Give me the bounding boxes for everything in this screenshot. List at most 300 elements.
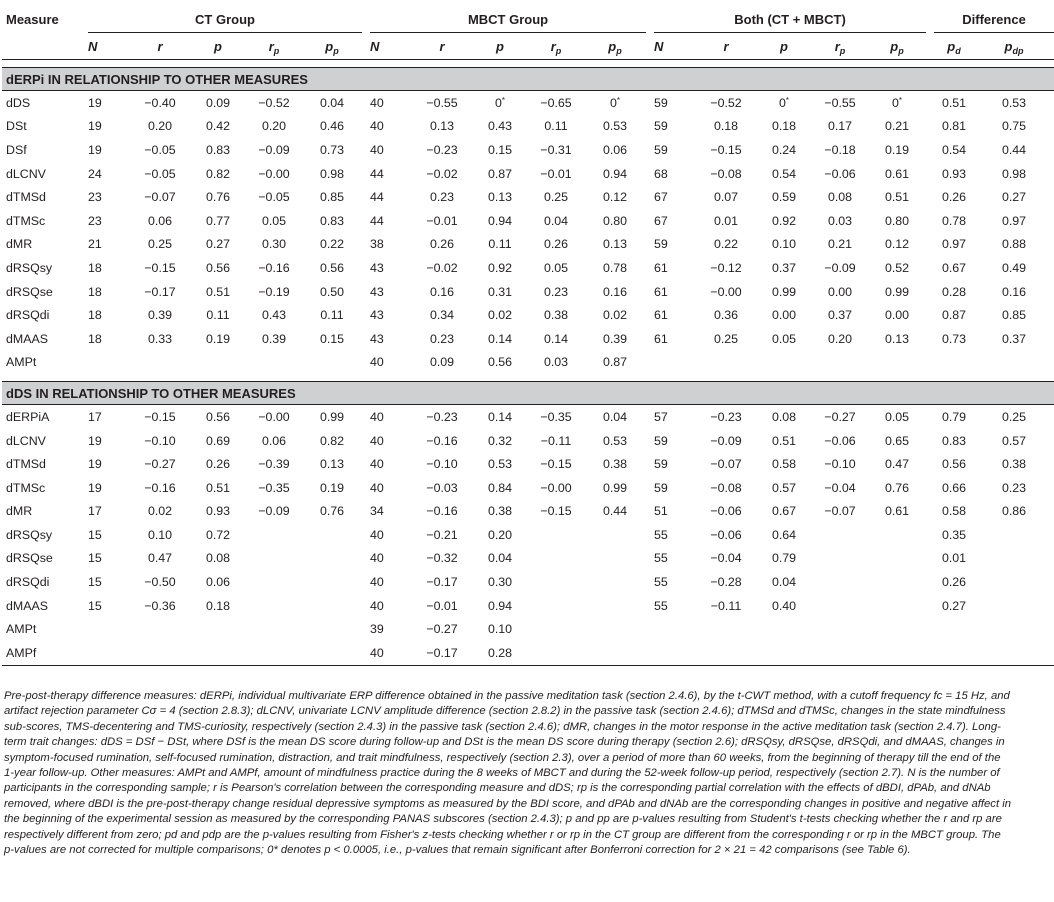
measure-cell: dMR bbox=[6, 237, 33, 252]
both-cell: 0.00 bbox=[771, 308, 797, 323]
table-row bbox=[2, 327, 1054, 351]
col-header-ct-4 bbox=[302, 33, 362, 60]
cell-gap bbox=[926, 429, 934, 453]
mbct-cell: 43 bbox=[370, 284, 384, 299]
mbct-cell: 0.15 bbox=[487, 142, 513, 157]
ct-cell: 0.51 bbox=[205, 480, 231, 495]
group-header-both: Both (CT + MBCT) bbox=[654, 6, 926, 33]
col-header-ct-4-main: p bbox=[325, 38, 334, 54]
difference-cell bbox=[934, 641, 974, 665]
mbct-cell: 0.13 bbox=[429, 119, 455, 134]
mbct-cell: 0.32 bbox=[487, 433, 513, 448]
both-cell: 0.20 bbox=[827, 331, 853, 346]
group-header-row bbox=[2, 6, 1054, 33]
cell-gap bbox=[646, 452, 654, 476]
mbct-cell bbox=[528, 594, 584, 618]
mbct-cell: −0.11 bbox=[540, 433, 572, 448]
difference-cell: 0.58 bbox=[941, 504, 967, 519]
ct-cell bbox=[302, 641, 362, 665]
mbct-cell: 40 bbox=[370, 409, 384, 424]
both-cell bbox=[756, 641, 812, 665]
both-cell: 0.64 bbox=[771, 527, 797, 542]
ct-cell: 0.99 bbox=[319, 409, 345, 424]
ct-cell: 0.50 bbox=[319, 284, 345, 299]
mbct-cell: 0.25 bbox=[543, 190, 569, 205]
cell-gap bbox=[926, 452, 934, 476]
both-cell: 0.25 bbox=[713, 331, 739, 346]
mbct-cell: −0.55 bbox=[426, 95, 458, 110]
column-gap bbox=[646, 33, 654, 60]
cell-gap bbox=[646, 429, 654, 453]
ct-cell: 0.04 bbox=[319, 95, 345, 110]
ct-cell: 0.02 bbox=[147, 504, 173, 519]
col-header-both-4 bbox=[868, 33, 926, 60]
significance-marker: * bbox=[501, 95, 506, 105]
col-header-ct-0-main: N bbox=[88, 38, 98, 54]
ct-cell: −0.36 bbox=[144, 598, 176, 613]
ct-cell: 24 bbox=[88, 166, 102, 181]
difference-cell: 0.27 bbox=[941, 598, 967, 613]
mbct-cell: 0.23 bbox=[543, 284, 569, 299]
mbct-cell: 0.87 bbox=[602, 355, 628, 370]
mbct-cell: −0.02 bbox=[426, 260, 458, 275]
measure-cell: dRSQdi bbox=[6, 308, 50, 323]
ct-cell: −0.27 bbox=[144, 457, 176, 472]
col-header-both-2 bbox=[756, 33, 812, 60]
both-cell: 0.79 bbox=[771, 551, 797, 566]
ct-cell: −0.16 bbox=[258, 260, 290, 275]
cell-gap bbox=[926, 547, 934, 571]
col-header-mbct-4-sub: p bbox=[616, 45, 622, 56]
both-cell: 0.51 bbox=[771, 433, 797, 448]
difference-cell: 0.98 bbox=[1001, 166, 1027, 181]
ct-cell: 19 bbox=[88, 480, 102, 495]
measure-header: Measure bbox=[6, 11, 59, 27]
ct-cell: 0.25 bbox=[147, 237, 173, 252]
both-cell bbox=[868, 523, 926, 547]
mbct-cell: −0.03 bbox=[426, 480, 458, 495]
both-cell: 0.10 bbox=[771, 237, 797, 252]
col-header-ct-2-main: p bbox=[214, 38, 222, 54]
table-row bbox=[2, 115, 1054, 139]
mbct-cell: 0.53 bbox=[602, 433, 628, 448]
ct-cell: 0.82 bbox=[319, 433, 345, 448]
both-cell: 0.13 bbox=[884, 331, 910, 346]
both-cell bbox=[868, 594, 926, 618]
ct-cell: 0.20 bbox=[147, 119, 173, 134]
mbct-cell: 0.09 bbox=[429, 355, 455, 370]
caption-text: Pre-post-therapy difference measures: dERPi, individual multivariate ERP difference obtained in the passive meditation task (section 2.4.6), by the t-CWT method, with a cutoff frequency fc = 15 Hz, and artifact rejection parameter Cσ = 4 (section 2.8.3); dLCNV, univariate LCNV amplitude difference (section 2.8.2) in the passive task (section 2.4.6); dTMSd and dTMSc, changes in the state mindfulness sub-scores, TMS-decentering and TMS-curiosity, respectively (section 2.4.3) in the passive task (section 2.4.6); dMR, changes in the motor response in the active meditation task (section 2.4.7). Long-term trait changes: dDS = DSf − DSt, where DSf is the mean DS score during follow-up and DSt is the mean DS score during therapy (section 2.6); dRSQsy, dRSQse, dRSQdi, and dMAAS, changes in symptom-focused rumination, self-focused rumination, distraction, and trait mindfulness, respectively (section 2.3), over a period of more than 60 weeks, from the beginning of therapy till the end of the 1-year follow-up. Other measures: AMPt and AMPf, amount of mindfulness practice during the 8 weeks of MBCT and during the 52-week follow-up period, respectively (section 2.7). N is the number of participants in the corresponding sample; r is Pearson's correlation between the corresponding measure and dDS; rp is the corresponding partial correlation with the effects of dBDI, dPAb, and dNAb removed, where dBDI is the pre-post-therapy change residual depressive symptoms as measured by the BDI score, and dPAb and dNAb are the corresponding changes in positive and negative affect in the beginning of the experimental session as measured by the corresponding PANAS subscores (section 2.4.3); p and pp are p-values resulting from Student's t-tests checking whether the r and rp are respectively different from zero; pd and pdp are the p-values resulting from Fisher's z-tests checking whether r or rp in the CT group are different from the corresponding r or rp in the MBCT group. The p-values are not corrected for multiple comparisons; 0* denotes p < 0.0005, i.e., p-values that remain significant after Bonferroni correction for 2 × 21 = 42 comparisons (see Table 6). bbox=[4, 690, 1012, 857]
difference-cell: 0.37 bbox=[1001, 331, 1027, 346]
table-row bbox=[2, 256, 1054, 280]
group-header-ct: CT Group bbox=[88, 6, 362, 33]
cell-gap bbox=[646, 500, 654, 524]
both-cell: 0.01 bbox=[713, 213, 739, 228]
ct-cell bbox=[246, 641, 302, 665]
ct-cell bbox=[302, 570, 362, 594]
ct-cell: 19 bbox=[88, 95, 102, 110]
both-cell: 0.05 bbox=[771, 331, 797, 346]
both-cell: −0.12 bbox=[710, 260, 742, 275]
table-row bbox=[2, 351, 1054, 375]
mbct-cell: 0.04 bbox=[602, 409, 628, 424]
mbct-cell: 0.05 bbox=[543, 260, 569, 275]
mbct-cell: −0.17 bbox=[412, 641, 472, 665]
cell-gap bbox=[362, 280, 370, 304]
mbct-cell: 43 bbox=[370, 260, 384, 275]
cell-gap bbox=[646, 327, 654, 351]
both-cell: 0.36 bbox=[713, 308, 739, 323]
mbct-cell: 43 bbox=[370, 331, 384, 346]
ct-cell bbox=[88, 351, 130, 375]
cell-gap bbox=[646, 185, 654, 209]
difference-cell bbox=[974, 594, 1054, 618]
mbct-cell: 0.38 bbox=[487, 504, 513, 519]
table-row bbox=[2, 303, 1054, 327]
difference-cell: 0.57 bbox=[1001, 433, 1027, 448]
mbct-cell: 0.56 bbox=[487, 355, 513, 370]
difference-cell: 0.28 bbox=[941, 284, 967, 299]
cell-gap bbox=[362, 91, 370, 115]
mbct-cell: 0.23 bbox=[429, 190, 455, 205]
table-row bbox=[2, 162, 1054, 186]
ct-cell: 0.19 bbox=[319, 480, 345, 495]
measure-cell: dRSQse bbox=[6, 284, 53, 299]
ct-cell: −0.50 bbox=[144, 575, 176, 590]
both-cell: 0.12 bbox=[884, 237, 910, 252]
col-header-mbct-2-main: p bbox=[496, 38, 504, 54]
cell-gap bbox=[926, 523, 934, 547]
both-cell: 0.21 bbox=[827, 237, 853, 252]
cell-gap bbox=[926, 303, 934, 327]
cell-gap bbox=[646, 594, 654, 618]
mbct-cell: 0.26 bbox=[429, 237, 455, 252]
mbct-cell: 0.84 bbox=[487, 480, 513, 495]
mbct-cell: 0.38 bbox=[543, 308, 569, 323]
col-header-diff-1 bbox=[974, 33, 1054, 60]
both-cell bbox=[812, 547, 868, 571]
table-row bbox=[2, 452, 1054, 476]
both-cell: 67 bbox=[654, 190, 668, 205]
both-cell: 0.65 bbox=[884, 433, 910, 448]
table-row bbox=[2, 233, 1054, 257]
ct-cell: −0.39 bbox=[258, 457, 290, 472]
mbct-cell bbox=[528, 641, 584, 665]
measure-cell: dMAAS bbox=[6, 598, 49, 613]
ct-cell: 0.76 bbox=[205, 190, 231, 205]
cell-gap bbox=[362, 209, 370, 233]
section-title: dDS IN RELATIONSHIP TO OTHER MEASURES bbox=[2, 382, 1054, 405]
difference-cell: 0.27 bbox=[1001, 190, 1027, 205]
measure-cell: dMAAS bbox=[6, 331, 49, 346]
mbct-cell: 0.02 bbox=[487, 308, 513, 323]
ct-cell bbox=[302, 594, 362, 618]
both-cell: 55 bbox=[654, 551, 668, 566]
both-cell: 68 bbox=[654, 166, 668, 181]
ct-cell bbox=[130, 617, 190, 641]
ct-cell: 0.51 bbox=[205, 284, 231, 299]
cell-gap bbox=[362, 523, 370, 547]
col-header-ct-3 bbox=[246, 33, 302, 60]
ct-cell bbox=[246, 570, 302, 594]
both-cell bbox=[654, 351, 696, 375]
col-header-mbct-3 bbox=[528, 33, 584, 60]
ct-cell: −0.09 bbox=[258, 142, 290, 157]
ct-cell: −0.00 bbox=[258, 409, 290, 424]
both-cell: 0.57 bbox=[771, 480, 797, 495]
both-cell: 0.76 bbox=[884, 480, 910, 495]
cell-gap bbox=[362, 547, 370, 571]
difference-cell: 0.26 bbox=[941, 190, 967, 205]
ct-cell: 15 bbox=[88, 598, 102, 613]
column-gap bbox=[926, 33, 934, 60]
mbct-cell: −0.21 bbox=[426, 527, 458, 542]
both-cell: −0.06 bbox=[710, 527, 742, 542]
cell-gap bbox=[362, 327, 370, 351]
significance-marker: * bbox=[898, 95, 903, 105]
ct-cell bbox=[302, 351, 362, 375]
cell-gap bbox=[646, 641, 654, 665]
difference-cell: 0.25 bbox=[1001, 409, 1027, 424]
mbct-cell: 44 bbox=[370, 190, 384, 205]
ct-cell: −0.09 bbox=[258, 504, 290, 519]
both-cell: 61 bbox=[654, 331, 668, 346]
both-cell: 0.80 bbox=[884, 213, 910, 228]
mbct-cell: 0.94 bbox=[487, 213, 513, 228]
mbct-cell: −0.15 bbox=[540, 457, 572, 472]
group-header-mbct: MBCT Group bbox=[370, 6, 646, 33]
mbct-cell: 0.99 bbox=[602, 480, 628, 495]
difference-cell: 0.54 bbox=[941, 142, 967, 157]
both-cell: −0.28 bbox=[710, 575, 742, 590]
mbct-cell: 0.16 bbox=[429, 284, 455, 299]
both-cell: 0.99 bbox=[884, 284, 910, 299]
ct-cell: 0.33 bbox=[147, 331, 173, 346]
mbct-cell: 0.26 bbox=[543, 237, 569, 252]
ct-cell: 0.77 bbox=[205, 213, 231, 228]
both-cell: 0.24 bbox=[771, 142, 797, 157]
both-cell: −0.08 bbox=[710, 480, 742, 495]
ct-cell: −0.52 bbox=[258, 95, 290, 110]
ct-cell: 0.10 bbox=[147, 527, 173, 542]
ct-cell: −0.05 bbox=[144, 142, 176, 157]
ct-cell bbox=[302, 547, 362, 571]
column-gap bbox=[362, 33, 370, 60]
measure-cell: dTMSd bbox=[6, 457, 46, 472]
ct-cell: 0.09 bbox=[205, 95, 231, 110]
both-cell: −0.06 bbox=[824, 433, 856, 448]
ct-cell: 0.39 bbox=[261, 331, 287, 346]
ct-cell: 18 bbox=[88, 284, 102, 299]
both-cell: −0.07 bbox=[710, 457, 742, 472]
difference-cell: 0.83 bbox=[941, 433, 967, 448]
col-header-both-1 bbox=[696, 33, 756, 60]
ct-cell: −0.35 bbox=[258, 480, 290, 495]
both-cell: 0.18 bbox=[713, 119, 739, 134]
both-cell: 0.04 bbox=[771, 575, 797, 590]
both-cell: 0.40 bbox=[771, 598, 797, 613]
cell-gap bbox=[362, 138, 370, 162]
mbct-cell bbox=[584, 523, 646, 547]
col-header-mbct-2 bbox=[472, 33, 528, 60]
both-cell: −0.08 bbox=[710, 166, 742, 181]
measure-cell: dTMSc bbox=[6, 480, 46, 495]
mbct-cell: −0.01 bbox=[426, 213, 458, 228]
ct-cell: 0.13 bbox=[319, 457, 345, 472]
both-cell bbox=[696, 617, 756, 641]
col-header-ct-3-main: r bbox=[268, 38, 274, 54]
ct-cell: 0.56 bbox=[205, 260, 231, 275]
ct-cell: 0.18 bbox=[205, 598, 231, 613]
mbct-cell: 0.31 bbox=[487, 284, 513, 299]
cell-gap bbox=[362, 500, 370, 524]
mbct-cell: 40 bbox=[370, 355, 384, 370]
ct-cell: 0.06 bbox=[147, 213, 173, 228]
difference-cell: 0.85 bbox=[1001, 308, 1027, 323]
difference-cell: 0.01 bbox=[941, 551, 967, 566]
both-cell: 0.99 bbox=[771, 284, 797, 299]
measure-column-spacer bbox=[2, 33, 88, 60]
cell-gap bbox=[926, 327, 934, 351]
cell-gap bbox=[926, 476, 934, 500]
cell-gap bbox=[926, 91, 934, 115]
ct-cell: −0.10 bbox=[144, 433, 176, 448]
both-cell: 0.58 bbox=[771, 457, 797, 472]
both-cell bbox=[812, 351, 868, 375]
both-cell: −0.00 bbox=[710, 284, 742, 299]
cell-gap bbox=[926, 570, 934, 594]
col-header-both-2-main: p bbox=[780, 38, 788, 54]
mbct-cell: 0.53 bbox=[487, 457, 513, 472]
both-cell: 0.61 bbox=[884, 504, 910, 519]
difference-cell: 0.87 bbox=[941, 308, 967, 323]
ct-cell: 0.05 bbox=[261, 213, 287, 228]
both-cell: 59 bbox=[654, 95, 668, 110]
mbct-cell: 0.11 bbox=[544, 119, 568, 134]
both-cell: 67 bbox=[654, 213, 668, 228]
mbct-cell: 0.13 bbox=[602, 237, 628, 252]
both-cell bbox=[868, 570, 926, 594]
ct-cell: 0.20 bbox=[261, 119, 287, 134]
cell-gap bbox=[646, 91, 654, 115]
ct-cell: 0.83 bbox=[319, 213, 345, 228]
cell-gap bbox=[646, 547, 654, 571]
ct-cell: 23 bbox=[88, 190, 102, 205]
col-header-mbct-4-main: p bbox=[608, 38, 617, 54]
mbct-cell bbox=[528, 570, 584, 594]
table-body bbox=[2, 60, 1054, 666]
ct-cell: −0.19 bbox=[258, 284, 290, 299]
ct-cell: 0.47 bbox=[147, 551, 173, 566]
both-cell: −0.09 bbox=[824, 260, 856, 275]
mbct-cell: −0.35 bbox=[540, 409, 572, 424]
cell-gap bbox=[646, 162, 654, 186]
ct-cell: 0.56 bbox=[205, 409, 231, 424]
mbct-cell: −0.32 bbox=[426, 551, 458, 566]
col-header-diff-0-sub: d bbox=[955, 45, 961, 56]
mbct-cell: 0.92 bbox=[487, 260, 513, 275]
mbct-cell: 0.80 bbox=[602, 213, 628, 228]
mbct-cell bbox=[528, 617, 584, 641]
both-cell: 0.67 bbox=[771, 504, 797, 519]
mbct-cell: 0.14 bbox=[487, 331, 513, 346]
both-cell: −0.07 bbox=[824, 504, 856, 519]
cell-gap bbox=[362, 617, 370, 641]
cell-gap bbox=[926, 233, 934, 257]
ct-cell bbox=[88, 641, 130, 665]
mbct-cell: 0.94 bbox=[602, 166, 628, 181]
ct-cell: 0.26 bbox=[205, 457, 231, 472]
mbct-cell: 0.34 bbox=[429, 308, 455, 323]
both-cell bbox=[812, 523, 868, 547]
cell-gap bbox=[362, 476, 370, 500]
both-cell: 61 bbox=[654, 308, 668, 323]
both-cell: −0.52 bbox=[710, 95, 742, 110]
both-cell: 0.61 bbox=[884, 166, 910, 181]
section-header-row bbox=[2, 68, 1054, 91]
ct-cell: −0.17 bbox=[144, 284, 176, 299]
difference-cell: 0.73 bbox=[941, 331, 967, 346]
measure-cell: dRSQse bbox=[6, 551, 53, 566]
both-cell: 0.17 bbox=[827, 119, 853, 134]
both-cell: −0.18 bbox=[824, 142, 856, 157]
table-row bbox=[2, 185, 1054, 209]
difference-cell bbox=[974, 351, 1054, 375]
ct-cell: 0.06 bbox=[261, 433, 287, 448]
cell-gap bbox=[646, 570, 654, 594]
ct-cell bbox=[88, 617, 130, 641]
measure-cell: AMPt bbox=[6, 355, 37, 370]
difference-cell: 0.23 bbox=[1001, 480, 1027, 495]
both-cell: 0.37 bbox=[827, 308, 853, 323]
both-cell bbox=[868, 547, 926, 571]
col-header-mbct-1 bbox=[412, 33, 472, 60]
mbct-cell: 0.38 bbox=[602, 457, 628, 472]
cell-gap bbox=[362, 303, 370, 327]
ct-cell: 23 bbox=[88, 213, 102, 228]
both-cell bbox=[868, 351, 926, 375]
both-cell: 0.08 bbox=[827, 190, 853, 205]
both-cell: 0.03 bbox=[827, 213, 853, 228]
ct-cell: 0.19 bbox=[205, 331, 231, 346]
difference-cell bbox=[934, 351, 974, 375]
mbct-cell bbox=[584, 617, 646, 641]
mbct-cell: −0.10 bbox=[426, 457, 458, 472]
both-cell bbox=[756, 617, 812, 641]
difference-cell: 0.26 bbox=[941, 575, 967, 590]
ct-cell: −0.07 bbox=[144, 190, 176, 205]
difference-cell: 0.66 bbox=[941, 480, 967, 495]
ct-cell: 0.98 bbox=[319, 166, 345, 181]
measure-cell: dLCNV bbox=[6, 433, 46, 448]
mbct-cell: 0.87 bbox=[487, 166, 513, 181]
mbct-cell: 40 bbox=[370, 598, 384, 613]
ct-cell: −0.05 bbox=[258, 190, 290, 205]
both-cell: −0.27 bbox=[824, 409, 856, 424]
cell-gap bbox=[646, 303, 654, 327]
both-cell: 0* bbox=[779, 95, 790, 110]
significance-marker: * bbox=[616, 95, 621, 105]
group-header-difference: Difference bbox=[934, 6, 1054, 33]
measure-cell: dRSQsy bbox=[6, 527, 53, 542]
col-header-both-3-sub: p bbox=[839, 45, 846, 56]
both-cell: −0.23 bbox=[710, 409, 742, 424]
mbct-cell: 0* bbox=[495, 95, 506, 110]
ct-cell: −0.00 bbox=[258, 166, 290, 181]
mbct-cell: 0.03 bbox=[543, 355, 569, 370]
difference-cell: 0.88 bbox=[1001, 237, 1027, 252]
both-cell: −0.09 bbox=[710, 433, 742, 448]
